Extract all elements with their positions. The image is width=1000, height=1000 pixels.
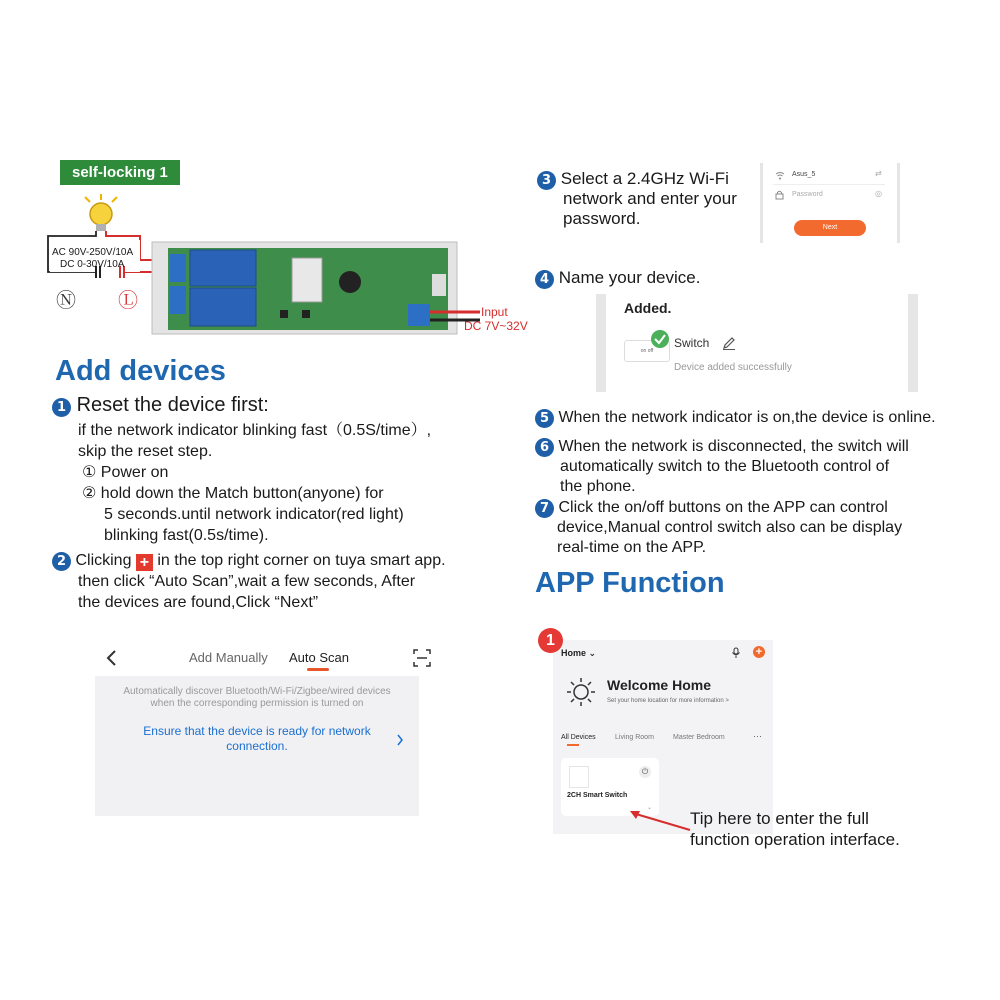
step7-line2: device,Manual control switch also can be display [557, 519, 903, 536]
sun-icon [565, 676, 597, 708]
step1-number: 1 [52, 398, 71, 417]
location-hint[interactable]: Set your home location for more information > [607, 698, 729, 704]
check-icon [650, 329, 670, 349]
step2-number: 2 [52, 552, 71, 571]
step5-number: 5 [535, 409, 554, 428]
step1-heading-text: Reset the device first: [76, 394, 269, 416]
step3-line3: password. [563, 209, 641, 228]
ac-rating-label: AC 90V-250V/10A [52, 247, 134, 258]
next-button[interactable]: Next [794, 220, 866, 236]
add-device-icon[interactable]: + [753, 646, 765, 658]
self-locking-badge: self-locking 1 [60, 160, 180, 185]
step3-text-1: Select a 2.4GHz Wi-Fi [560, 169, 729, 188]
device-name[interactable]: Switch [674, 336, 710, 350]
marker-badge: 1 [538, 628, 563, 653]
tip-line-1: Tip here to enter the full [690, 809, 869, 828]
step4-number: 4 [535, 270, 554, 289]
added-screen [596, 294, 918, 392]
step1-line2: skip the reset step. [78, 443, 213, 460]
card-expand-icon[interactable]: ⌄ [647, 805, 653, 811]
step6-line1 [535, 437, 909, 457]
step1-sub2b: 5 seconds.until network indicator(red light) [104, 506, 404, 523]
device-tag: on off [640, 348, 654, 354]
step4-text: Name your device. [558, 268, 701, 287]
input-range: DC 7V~32V [464, 319, 528, 333]
device-card-name: 2CH Smart Switch [567, 792, 628, 799]
app-function-title: APP Function [535, 567, 725, 599]
step2-line3: the devices are found,Click “Next” [78, 594, 319, 611]
step4-line [535, 267, 700, 289]
home-screen [553, 640, 773, 834]
chevron-left-icon[interactable] [104, 649, 118, 667]
step6-line2: automatically switch to the Bluetooth control of [560, 458, 890, 475]
step1-line1: if the network indicator blinking fast（0.5S/time）, [78, 422, 432, 439]
light-bulb-icon [85, 194, 117, 231]
step7-line3: real-time on the APP. [557, 539, 707, 556]
plus-icon: + [136, 554, 153, 571]
step2-post: in the top right corner on tuya smart app. [157, 552, 446, 569]
lock-icon [775, 190, 784, 200]
switch-thumbnail [569, 766, 589, 788]
more-icon[interactable]: ··· [753, 731, 762, 741]
add-devices-title: Add devices [55, 355, 226, 387]
password-field[interactable]: Password [792, 191, 823, 198]
microphone-icon[interactable] [731, 647, 741, 659]
step1-sub2a: ② hold down the Match button(anyone) for [82, 485, 384, 502]
chevron-right-icon [396, 734, 404, 746]
tab-auto-scan[interactable]: Auto Scan [289, 650, 349, 665]
chevron-down-icon: ⌄ [588, 648, 597, 658]
step3-number: 3 [537, 171, 556, 190]
step7-line1 [535, 498, 888, 518]
tab-all-devices[interactable]: All Devices [561, 734, 596, 741]
tip-line-2: function operation interface. [690, 830, 900, 849]
step1-sub2c: blinking fast(0.5s/time). [104, 527, 269, 544]
neutral-symbol: Ⓝ [56, 290, 76, 312]
tab-add-manually[interactable]: Add Manually [189, 650, 268, 665]
scan-description-2: when the corresponding permission is turned on [150, 698, 364, 709]
ensure-ready-link[interactable] [95, 724, 419, 754]
scan-screen [95, 638, 419, 816]
step5-line [535, 408, 936, 428]
eye-icon[interactable]: ◎ [875, 189, 882, 198]
ensure-line-1: Ensure that the device is ready for network [143, 724, 371, 738]
edit-pencil-icon[interactable] [722, 336, 736, 350]
step2-line1 [52, 551, 446, 571]
scan-description-1: Automatically discover Bluetooth/Wi-Fi/Zigbee/wired devices [123, 686, 391, 697]
home-label: Home [561, 648, 587, 658]
welcome-title: Welcome Home [607, 677, 711, 693]
live-symbol: Ⓛ [118, 290, 138, 312]
step2-pre: Clicking [75, 552, 132, 569]
auto-scan-underline [307, 668, 329, 671]
step7-number: 7 [535, 499, 554, 518]
step2-line2: then click “Auto Scan”,wait a few seconds, After [78, 573, 416, 590]
step3-line2: network and enter your [563, 189, 737, 208]
step6-text-1: When the network is disconnected, the switch will [558, 438, 909, 455]
power-icon[interactable]: ⏻ [639, 766, 651, 778]
step3-line1 [537, 168, 729, 190]
scan-content [95, 676, 419, 816]
wifi-ssid[interactable]: Asus_5 [792, 171, 816, 178]
step6-line3: the phone. [560, 478, 636, 495]
tab-master-bedroom[interactable]: Master Bedroom [673, 734, 725, 741]
wifi-divider [773, 184, 885, 185]
scan-icon[interactable] [413, 649, 431, 667]
home-dropdown[interactable] [561, 648, 596, 659]
added-title: Added. [624, 300, 672, 316]
step1-heading [52, 393, 269, 417]
wifi-ssid-swap-icon[interactable]: ⇄ [875, 169, 882, 178]
tab-underline [567, 744, 579, 746]
step1-sub1: ① Power on [82, 464, 169, 481]
ensure-line-2: connection. [226, 739, 288, 753]
pointer-arrow [628, 808, 692, 834]
wifi-screen [760, 163, 900, 243]
added-status: Device added successfully [674, 362, 792, 373]
dc-rating-label: DC 0-30V/10A [60, 259, 125, 270]
input-title: Input [481, 305, 508, 319]
step7-text-1: Click the on/off buttons on the APP can control [558, 499, 888, 516]
step5-text: When the network indicator is on,the device is online. [558, 409, 936, 426]
tab-living-room[interactable]: Living Room [615, 734, 654, 741]
wifi-icon [775, 171, 785, 180]
step6-number: 6 [535, 438, 554, 457]
